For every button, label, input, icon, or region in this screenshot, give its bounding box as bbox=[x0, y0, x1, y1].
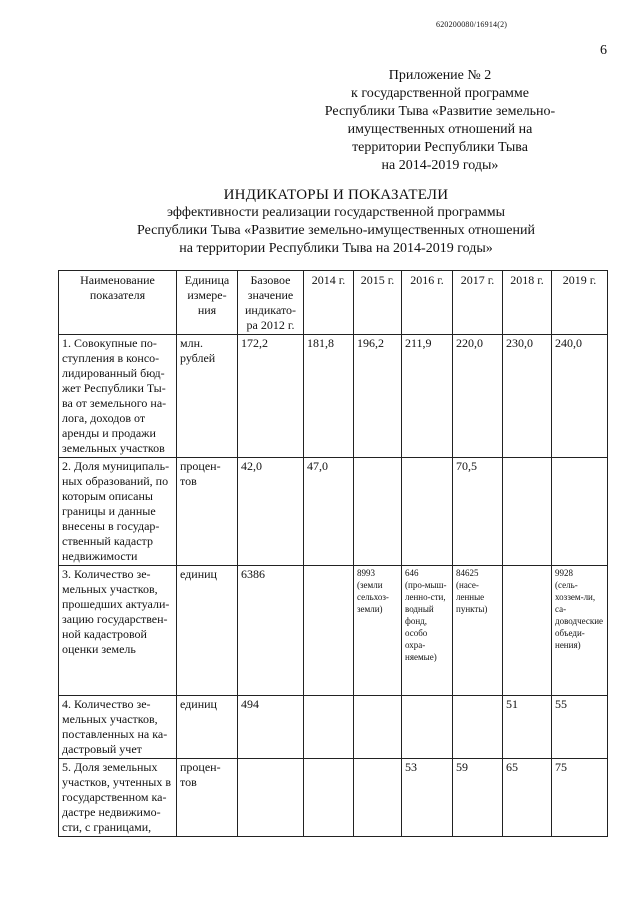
indicator-name: 5. Доля земельных участков, учтенных в государственном ка-дастре недвижимо-сти, с границами, bbox=[59, 759, 177, 837]
table-row bbox=[59, 696, 608, 759]
indicator-unit: процен-тов bbox=[177, 458, 238, 566]
appendix-line: на 2014-2019 годы» bbox=[381, 158, 499, 173]
base-value bbox=[238, 759, 304, 837]
value-2019: 55 bbox=[552, 696, 608, 759]
value-2017 bbox=[453, 696, 503, 759]
value-2017: 59 bbox=[453, 759, 503, 837]
value-2016: 53 bbox=[402, 759, 453, 837]
value-2014: 47,0 bbox=[304, 458, 354, 566]
value-number: 8993 bbox=[357, 568, 375, 578]
header-year-2014: 2014 г. bbox=[304, 271, 354, 335]
page-number: 6 bbox=[600, 43, 607, 58]
value-2019 bbox=[552, 458, 608, 566]
indicator-name: 1. Совокупные по-ступления в консо-лидированный бюд-жет Республики Ты-ва от земельного на-лога, доходов от аренды и продажи земельных участков bbox=[59, 335, 177, 458]
table-row bbox=[59, 566, 608, 696]
appendix-line: территории Республики Тыва bbox=[352, 140, 528, 155]
appendix-line: имущественных отношений на bbox=[347, 122, 533, 137]
value-2014: 181,8 bbox=[304, 335, 354, 458]
appendix-line: к государственной программе bbox=[351, 86, 529, 101]
subtitle-line: Республики Тыва «Развитие земельно-имущественных отношений bbox=[137, 223, 535, 238]
value-note: (насе-ленные пункты) bbox=[456, 580, 488, 614]
indicator-unit: единиц bbox=[177, 566, 238, 696]
value-number: 646 bbox=[405, 568, 419, 578]
value-note: (про-мыш-ленно-сти, водный фонд, особо охра-няемые) bbox=[405, 580, 447, 662]
value-2014 bbox=[304, 566, 354, 696]
base-value: 6386 bbox=[238, 566, 304, 696]
value-2015 bbox=[354, 696, 402, 759]
value-2015 bbox=[354, 759, 402, 837]
indicator-name: 2. Доля муниципаль-ных образований, по которым описаны границы и данные внесены в государ-ственный кадастр недвижимости bbox=[59, 458, 177, 566]
page-title: ИНДИКАТОРЫ И ПОКАЗАТЕЛИ bbox=[223, 187, 449, 203]
value-2015 bbox=[354, 458, 402, 566]
indicator-name: 4. Количество зе-мельных участков, поставленных на ка-дастровый учет bbox=[59, 696, 177, 759]
value-2014 bbox=[304, 696, 354, 759]
appendix-line: Республики Тыва «Развитие земельно- bbox=[324, 104, 556, 119]
value-2019 bbox=[552, 566, 608, 696]
indicator-unit: единиц bbox=[177, 696, 238, 759]
value-2018: 51 bbox=[503, 696, 552, 759]
table-row bbox=[59, 335, 608, 458]
base-value: 172,2 bbox=[238, 335, 304, 458]
header-year-2016: 2016 г. bbox=[402, 271, 453, 335]
value-2017: 220,0 bbox=[453, 335, 503, 458]
header-year-2018: 2018 г. bbox=[503, 271, 552, 335]
indicator-name: 3. Количество зе-мельных участков, прошедших актуали-зацию государствен-ной кадастровой оценки земель bbox=[59, 566, 177, 696]
value-2016 bbox=[402, 566, 453, 696]
header-year-2017: 2017 г. bbox=[453, 271, 503, 335]
header-year-2019: 2019 г. bbox=[552, 271, 608, 335]
value-2018: 65 bbox=[503, 759, 552, 837]
subtitle-line: эффективности реализации государственной программы bbox=[167, 205, 505, 220]
indicator-unit: млн. рублей bbox=[177, 335, 238, 458]
value-number: 84625 bbox=[456, 568, 479, 578]
value-2019: 75 bbox=[552, 759, 608, 837]
value-2014 bbox=[304, 759, 354, 837]
subtitle-line: на территории Республики Тыва на 2014-2019 годы» bbox=[179, 241, 493, 256]
appendix-reference bbox=[280, 67, 600, 175]
value-note: (земли сельхоз-земли) bbox=[357, 580, 389, 614]
document-heading bbox=[86, 186, 586, 258]
header-year-2015: 2015 г. bbox=[354, 271, 402, 335]
value-2016: 211,9 bbox=[402, 335, 453, 458]
header-indicator-name: Наименование показателя bbox=[59, 271, 177, 335]
base-value: 42,0 bbox=[238, 458, 304, 566]
header-unit: Единица измере-ния bbox=[177, 271, 238, 335]
indicators-table bbox=[58, 270, 608, 837]
value-2016 bbox=[402, 458, 453, 566]
value-2019: 240,0 bbox=[552, 335, 608, 458]
document-number: 620200080/16914(2) bbox=[436, 20, 508, 29]
appendix-line: Приложение № 2 bbox=[388, 68, 492, 83]
value-2018 bbox=[503, 566, 552, 696]
value-2017: 70,5 bbox=[453, 458, 503, 566]
value-2018: 230,0 bbox=[503, 335, 552, 458]
value-2016 bbox=[402, 696, 453, 759]
value-note: (сель-хоззем-ли, са-доводческие объеди-нения) bbox=[555, 580, 604, 650]
value-2015: 196,2 bbox=[354, 335, 402, 458]
value-number: 9928 bbox=[555, 568, 573, 578]
value-2017 bbox=[453, 566, 503, 696]
table-row bbox=[59, 458, 608, 566]
header-base-value: Базовое значение индикато-ра 2012 г. bbox=[238, 271, 304, 335]
value-2015 bbox=[354, 566, 402, 696]
indicator-unit: процен-тов bbox=[177, 759, 238, 837]
table-row bbox=[59, 759, 608, 837]
value-2018 bbox=[503, 458, 552, 566]
table-header-row bbox=[59, 271, 608, 335]
base-value: 494 bbox=[238, 696, 304, 759]
